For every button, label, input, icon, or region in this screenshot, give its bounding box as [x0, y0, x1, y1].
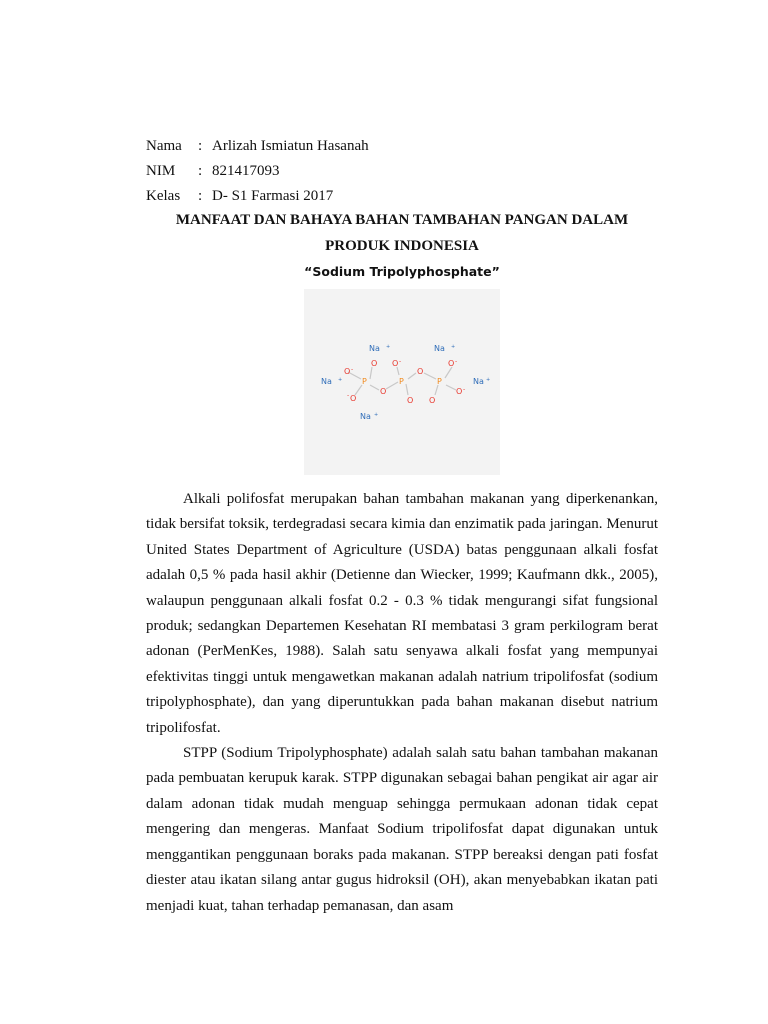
oxygen-atom-3: O [350, 394, 357, 403]
oxygen-charge-9: - [455, 358, 458, 365]
body-text [146, 487, 658, 919]
oxygen-charge-3: - [347, 392, 350, 399]
oxygen-atom-4: O [380, 387, 387, 396]
sodium-charge-5: + [374, 412, 379, 418]
sodium-atom-3: Na [321, 377, 332, 386]
oxygen-atom-2: O [371, 359, 378, 368]
sodium-charge-3: + [338, 377, 343, 383]
phosphorus-atom-3: P [437, 377, 442, 386]
nim-value: 821417093 [212, 163, 280, 179]
oxygen-atom-5: O [392, 359, 399, 368]
name-value: Arlizah Ismiatun Hasanah [212, 138, 369, 154]
sodium-charge-2: + [451, 344, 456, 350]
sodium-charge-4: + [486, 377, 491, 383]
oxygen-atom-9: O [448, 359, 455, 368]
document-title-line-2: PRODUK INDONESIA [325, 238, 479, 254]
sodium-atom-1: Na [369, 344, 380, 353]
name-label: Nama [146, 138, 182, 154]
sodium-atom-4: Na [473, 377, 484, 386]
nim-label: NIM [146, 163, 176, 179]
oxygen-charge-10: - [463, 386, 466, 393]
atom-labels [321, 344, 490, 421]
sodium-tripolyphosphate-structure [304, 289, 500, 475]
paragraph-2: STPP (Sodium Tripolyphosphate) adalah salah satu bahan tambahan makanan pada pembuatan kerupuk karak. STPP digunakan sebagai bahan pengikat air agar air dalam adonan tidak mudah menguap sehingga permukaan adonan tidak cepat mengering dan mengeras. Manfaat Sodium tripolifosfat dapat digunakan untuk menggantikan penggunaan boraks pada makanan. STPP bereaksi dengan pati fosfat diester atau ikatan silang antar gugus hidroksil (OH), akan menyebabkan ikatan pati menjadi kuat, tahan terhadap pemanasan, dan asam [146, 745, 658, 914]
oxygen-atom-1: O [344, 367, 351, 376]
kelas-row [146, 186, 333, 206]
document-subtitle: “Sodium Tripolyphosphate” [304, 264, 500, 279]
kelas-colon: : [198, 188, 203, 204]
oxygen-charge-5: - [399, 358, 402, 365]
nim-colon: : [198, 163, 203, 179]
paragraph-1: Alkali polifosfat merupakan bahan tambahan makanan yang diperkenankan, tidak bersifat toksik, terdegradasi secara kimia dan enzimatik pada jaringan. Menurut United States Department of Agriculture (USDA) batas penggunaan alkali fosfat adalah 0,5 % pada hasil akhir (Detienne dan Wiecker, 1999; Kaufmann dkk., 2005), walaupun penggunaan alkali fosfat 0.2 - 0.3 % tidak mengurangi sifat fungsional produk; sedangkan Departemen Kesehatan RI membatasi 3 gram perkilogram berat adonan (PerMenKes, 1988). Salah satu senyawa alkali fosfat yang mempunyai efektivitas tinggi untuk mengawetkan makanan adalah natrium tripolifosfat (sodium tripolyphosphate), dan yang diperuntukkan pada bahan makanan disebut natrium tripolifosfat. [146, 491, 658, 736]
kelas-value: D- S1 Farmasi 2017 [212, 188, 334, 204]
oxygen-atom-8: O [429, 396, 436, 405]
kelas-label: Kelas [146, 188, 181, 204]
sodium-atom-2: Na [434, 344, 445, 353]
molecule-diagram [304, 289, 500, 475]
name-colon: : [198, 138, 203, 154]
name-row [146, 136, 369, 156]
sodium-charge-1: + [386, 344, 391, 350]
nim-row [146, 161, 280, 181]
oxygen-atom-7: O [417, 367, 424, 376]
oxygen-charge-1: - [351, 366, 354, 373]
oxygen-atom-6: O [407, 396, 414, 405]
sodium-atom-5: Na [360, 412, 371, 421]
document-title-line-1: MANFAAT DAN BAHAYA BAHAN TAMBAHAN PANGAN DALAM [175, 212, 629, 228]
oxygen-atom-10: O [456, 387, 463, 396]
phosphorus-atom-1: P [362, 377, 367, 386]
phosphorus-atom-2: P [399, 377, 404, 386]
